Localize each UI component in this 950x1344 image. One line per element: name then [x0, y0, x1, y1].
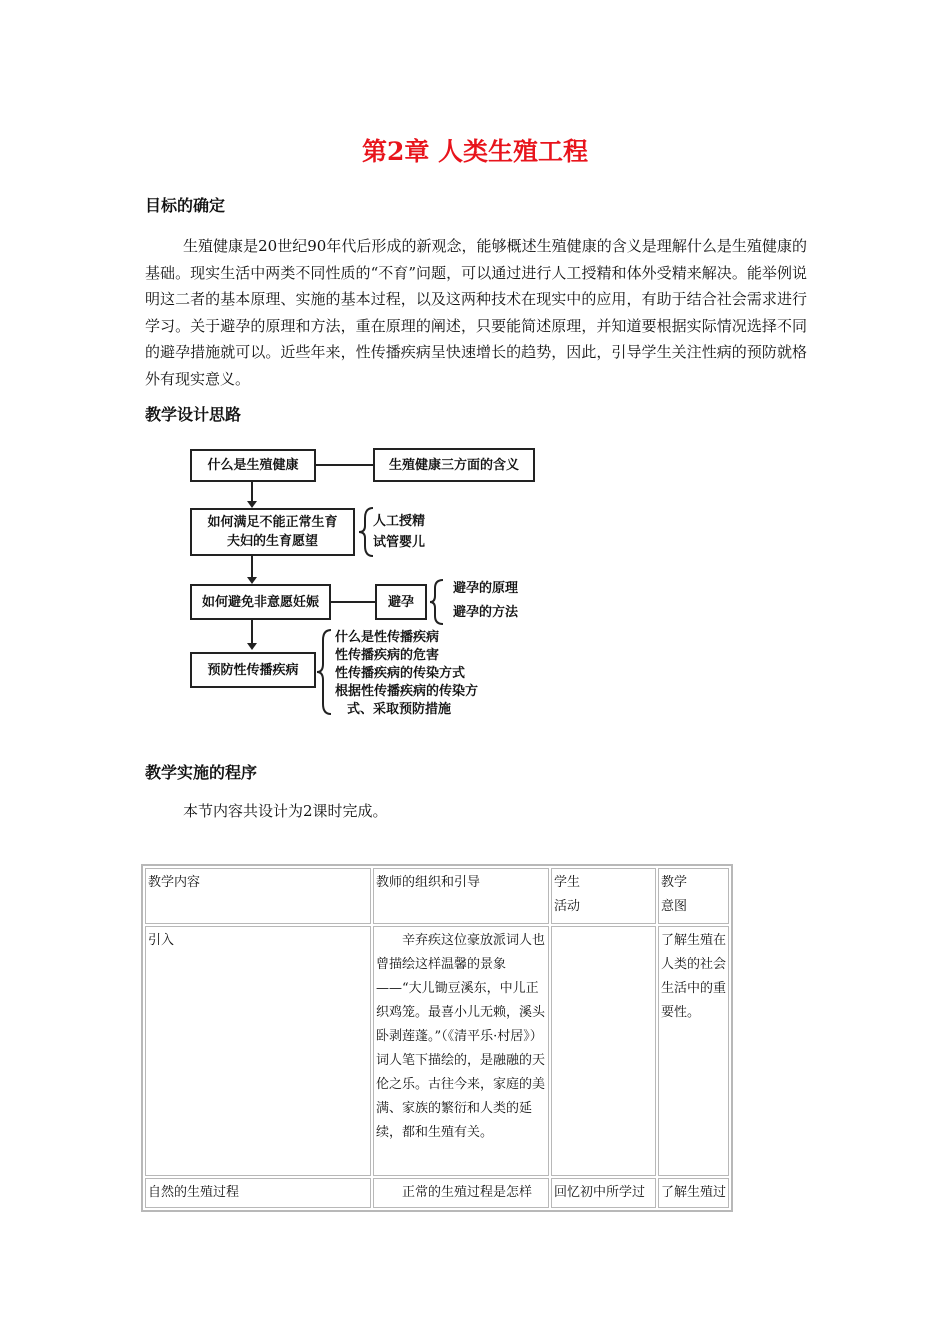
arrow-head	[247, 643, 257, 650]
table-cell-content: 自然的生殖过程	[145, 1178, 371, 1208]
diagram-box-line: 夫妇的生育愿望	[226, 534, 318, 549]
arrow-head	[247, 577, 257, 584]
diagram-box-std-prevention: 预防性传播疾病	[190, 652, 316, 688]
table-cell-teacher: 正常的生殖过程是怎样	[373, 1178, 549, 1208]
diagram-box-avoid-pregnancy: 如何避免非意愿妊娠	[190, 584, 331, 620]
diagram-box-contraception: 避孕	[375, 584, 427, 620]
teaching-design-diagram	[185, 438, 555, 723]
table-cell-student	[551, 926, 656, 1176]
section-heading-goals: 目标的确定	[145, 196, 226, 215]
table-header-cell: 学生 活动	[551, 868, 656, 924]
goals-paragraph: 生殖健康是20世纪90年代后形成的新观念，能够概述生殖健康的含义是理解什么是生殖健康的基础。现实生活中两类不同性质的“不育”问题，可以通过进行人工授精和体外受精来解决。能举例说明这二者的基本原理、实施的基本过程，以及这两种技术在现实中的应用，有助于结合社会需求进行学习。关于避孕的原理和方法，重在原理的阐述，只要能简述原理，并知道要根据实际情况选择不同的避孕措施就可以。近些年来，性传播疾病呈快速增长的趋势，因此，引导学生关注性病的预防就格外有现实意义。	[145, 237, 807, 388]
table-header-cell: 教师的组织和引导	[373, 868, 549, 924]
diagram-box-what-is-reproductive-health: 什么是生殖健康	[190, 449, 316, 482]
procedure-paragraph: 本节内容共设计为2课时完成。	[183, 802, 388, 820]
diagram-box-three-meanings: 生殖健康三方面的含义	[373, 448, 535, 482]
diagram-list-fertility-methods	[373, 511, 425, 553]
table-row	[145, 1178, 729, 1208]
diagram-list-item: 试管婴儿	[373, 535, 426, 550]
table-cell-teacher: 辛弃疾这位豪放派词人也曾描绘这样温馨的景象——“大儿锄豆溪东，中儿正织鸡笼。最喜小儿无赖，溪头卧剥莲蓬。”（《清平乐·村居》）词人笔下描绘的，是融融的天伦之乐。古往今来，家庭的美满、家族的繁衍和人类的延续，都和生殖有关。	[373, 926, 549, 1176]
diagram-list-contraception	[453, 577, 518, 625]
table-header-row	[145, 868, 729, 924]
table-cell-intent: 了解生殖过	[658, 1178, 729, 1208]
table-header-cell: 教学 意图	[658, 868, 729, 924]
table-cell-intent: 了解生殖在人类的社会生活中的重要性。	[658, 926, 729, 1176]
diagram-list-item: 人工授精	[373, 514, 426, 529]
diagram-box-fertility-wishes	[190, 508, 355, 556]
teaching-table	[141, 864, 733, 1212]
diagram-list-item: 性传播疾病的危害	[335, 648, 440, 663]
brace	[359, 508, 373, 556]
table-cell-student: 回忆初中所学过	[551, 1178, 656, 1208]
table-cell-content: 引入	[145, 926, 371, 1176]
diagram-list-item: 式、采取预防措施	[347, 702, 452, 717]
section-heading-design: 教学设计思路	[145, 405, 242, 424]
brace	[317, 630, 331, 714]
table-header-cell: 教学内容	[145, 868, 371, 924]
chapter-title: 第2章 人类生殖工程	[361, 137, 589, 166]
diagram-list-std	[335, 629, 478, 719]
section-heading-procedure: 教学实施的程序	[145, 763, 258, 782]
diagram-list-item: 性传播疾病的传染方式	[335, 666, 466, 681]
diagram-box-line: 如何满足不能正常生育	[207, 515, 338, 530]
diagram-list-item: 避孕的方法	[453, 605, 519, 620]
brace	[430, 580, 443, 624]
diagram-list-item: 根据性传播疾病的传染方	[335, 684, 479, 699]
diagram-list-item: 什么是性传播疾病	[335, 630, 440, 645]
diagram-list-item: 避孕的原理	[453, 581, 519, 596]
table-row	[145, 926, 729, 1176]
arrow-head	[247, 501, 257, 508]
